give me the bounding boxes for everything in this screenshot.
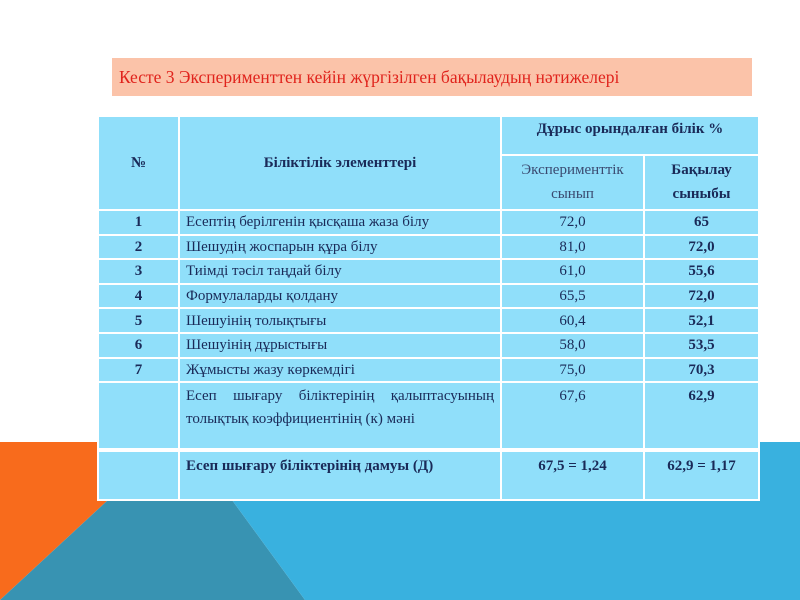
row-element: Шешуінің дұрыстығы [179, 333, 501, 358]
row-control-value: 52,1 [644, 308, 759, 333]
header-row-1 [98, 116, 759, 155]
table-row [98, 284, 759, 309]
table-row [98, 333, 759, 358]
development-element: Есеп шығару біліктерінің дамуы (Д) [179, 450, 501, 500]
coefficient-number-empty [98, 382, 179, 450]
row-control-value: 72,0 [644, 235, 759, 260]
row-element: Шешудің жоспарын құра білу [179, 235, 501, 260]
row-element: Формулаларды қолдану [179, 284, 501, 309]
row-control-value: 65 [644, 210, 759, 235]
row-experimental-value: 72,0 [501, 210, 644, 235]
row-number: 2 [98, 235, 179, 260]
row-experimental-value: 60,4 [501, 308, 644, 333]
row-number: 1 [98, 210, 179, 235]
row-control-value: 70,3 [644, 358, 759, 383]
header-experimental-class: Эксперименттік сынып [501, 155, 644, 210]
development-control-value: 62,9 = 1,17 [644, 450, 759, 500]
development-row [98, 450, 759, 500]
row-number: 5 [98, 308, 179, 333]
row-element: Жұмысты жазу көркемдігі [179, 358, 501, 383]
table-row [98, 358, 759, 383]
row-control-value: 72,0 [644, 284, 759, 309]
development-number-empty [98, 450, 179, 500]
coefficient-element: Есеп шығару біліктерінің қалыптасуының толықтық коэффициентінің (к) мәні [179, 382, 501, 450]
row-experimental-value: 65,5 [501, 284, 644, 309]
table-row [98, 235, 759, 260]
table-caption: Кесте 3 Эксперименттен кейін жүргізілген бақылаудың нәтижелері [119, 66, 620, 87]
coefficient-experimental-value: 67,6 [501, 382, 644, 450]
row-control-value: 53,5 [644, 333, 759, 358]
table-caption-box [112, 58, 752, 96]
row-experimental-value: 75,0 [501, 358, 644, 383]
table-row [98, 259, 759, 284]
row-experimental-value: 58,0 [501, 333, 644, 358]
header-number: № [98, 116, 179, 210]
row-control-value: 55,6 [644, 259, 759, 284]
coefficient-row [98, 382, 759, 450]
development-experimental-value: 67,5 = 1,24 [501, 450, 644, 500]
row-element: Тиімді тәсіл таңдай білу [179, 259, 501, 284]
row-element: Шешуінің толықтығы [179, 308, 501, 333]
header-elements: Біліктілік элементтері [179, 116, 501, 210]
row-experimental-value: 81,0 [501, 235, 644, 260]
table-row [98, 308, 759, 333]
coefficient-control-value: 62,9 [644, 382, 759, 450]
table-row [98, 210, 759, 235]
header-control-class: Бақылау сыныбы [644, 155, 759, 210]
row-element: Есептің берілгенін қысқаша жаза білу [179, 210, 501, 235]
header-correct-skill-percent: Дұрыс орындалған білік % [501, 116, 759, 155]
row-number: 7 [98, 358, 179, 383]
row-experimental-value: 61,0 [501, 259, 644, 284]
row-number: 4 [98, 284, 179, 309]
row-number: 3 [98, 259, 179, 284]
row-number: 6 [98, 333, 179, 358]
results-table [97, 115, 760, 501]
